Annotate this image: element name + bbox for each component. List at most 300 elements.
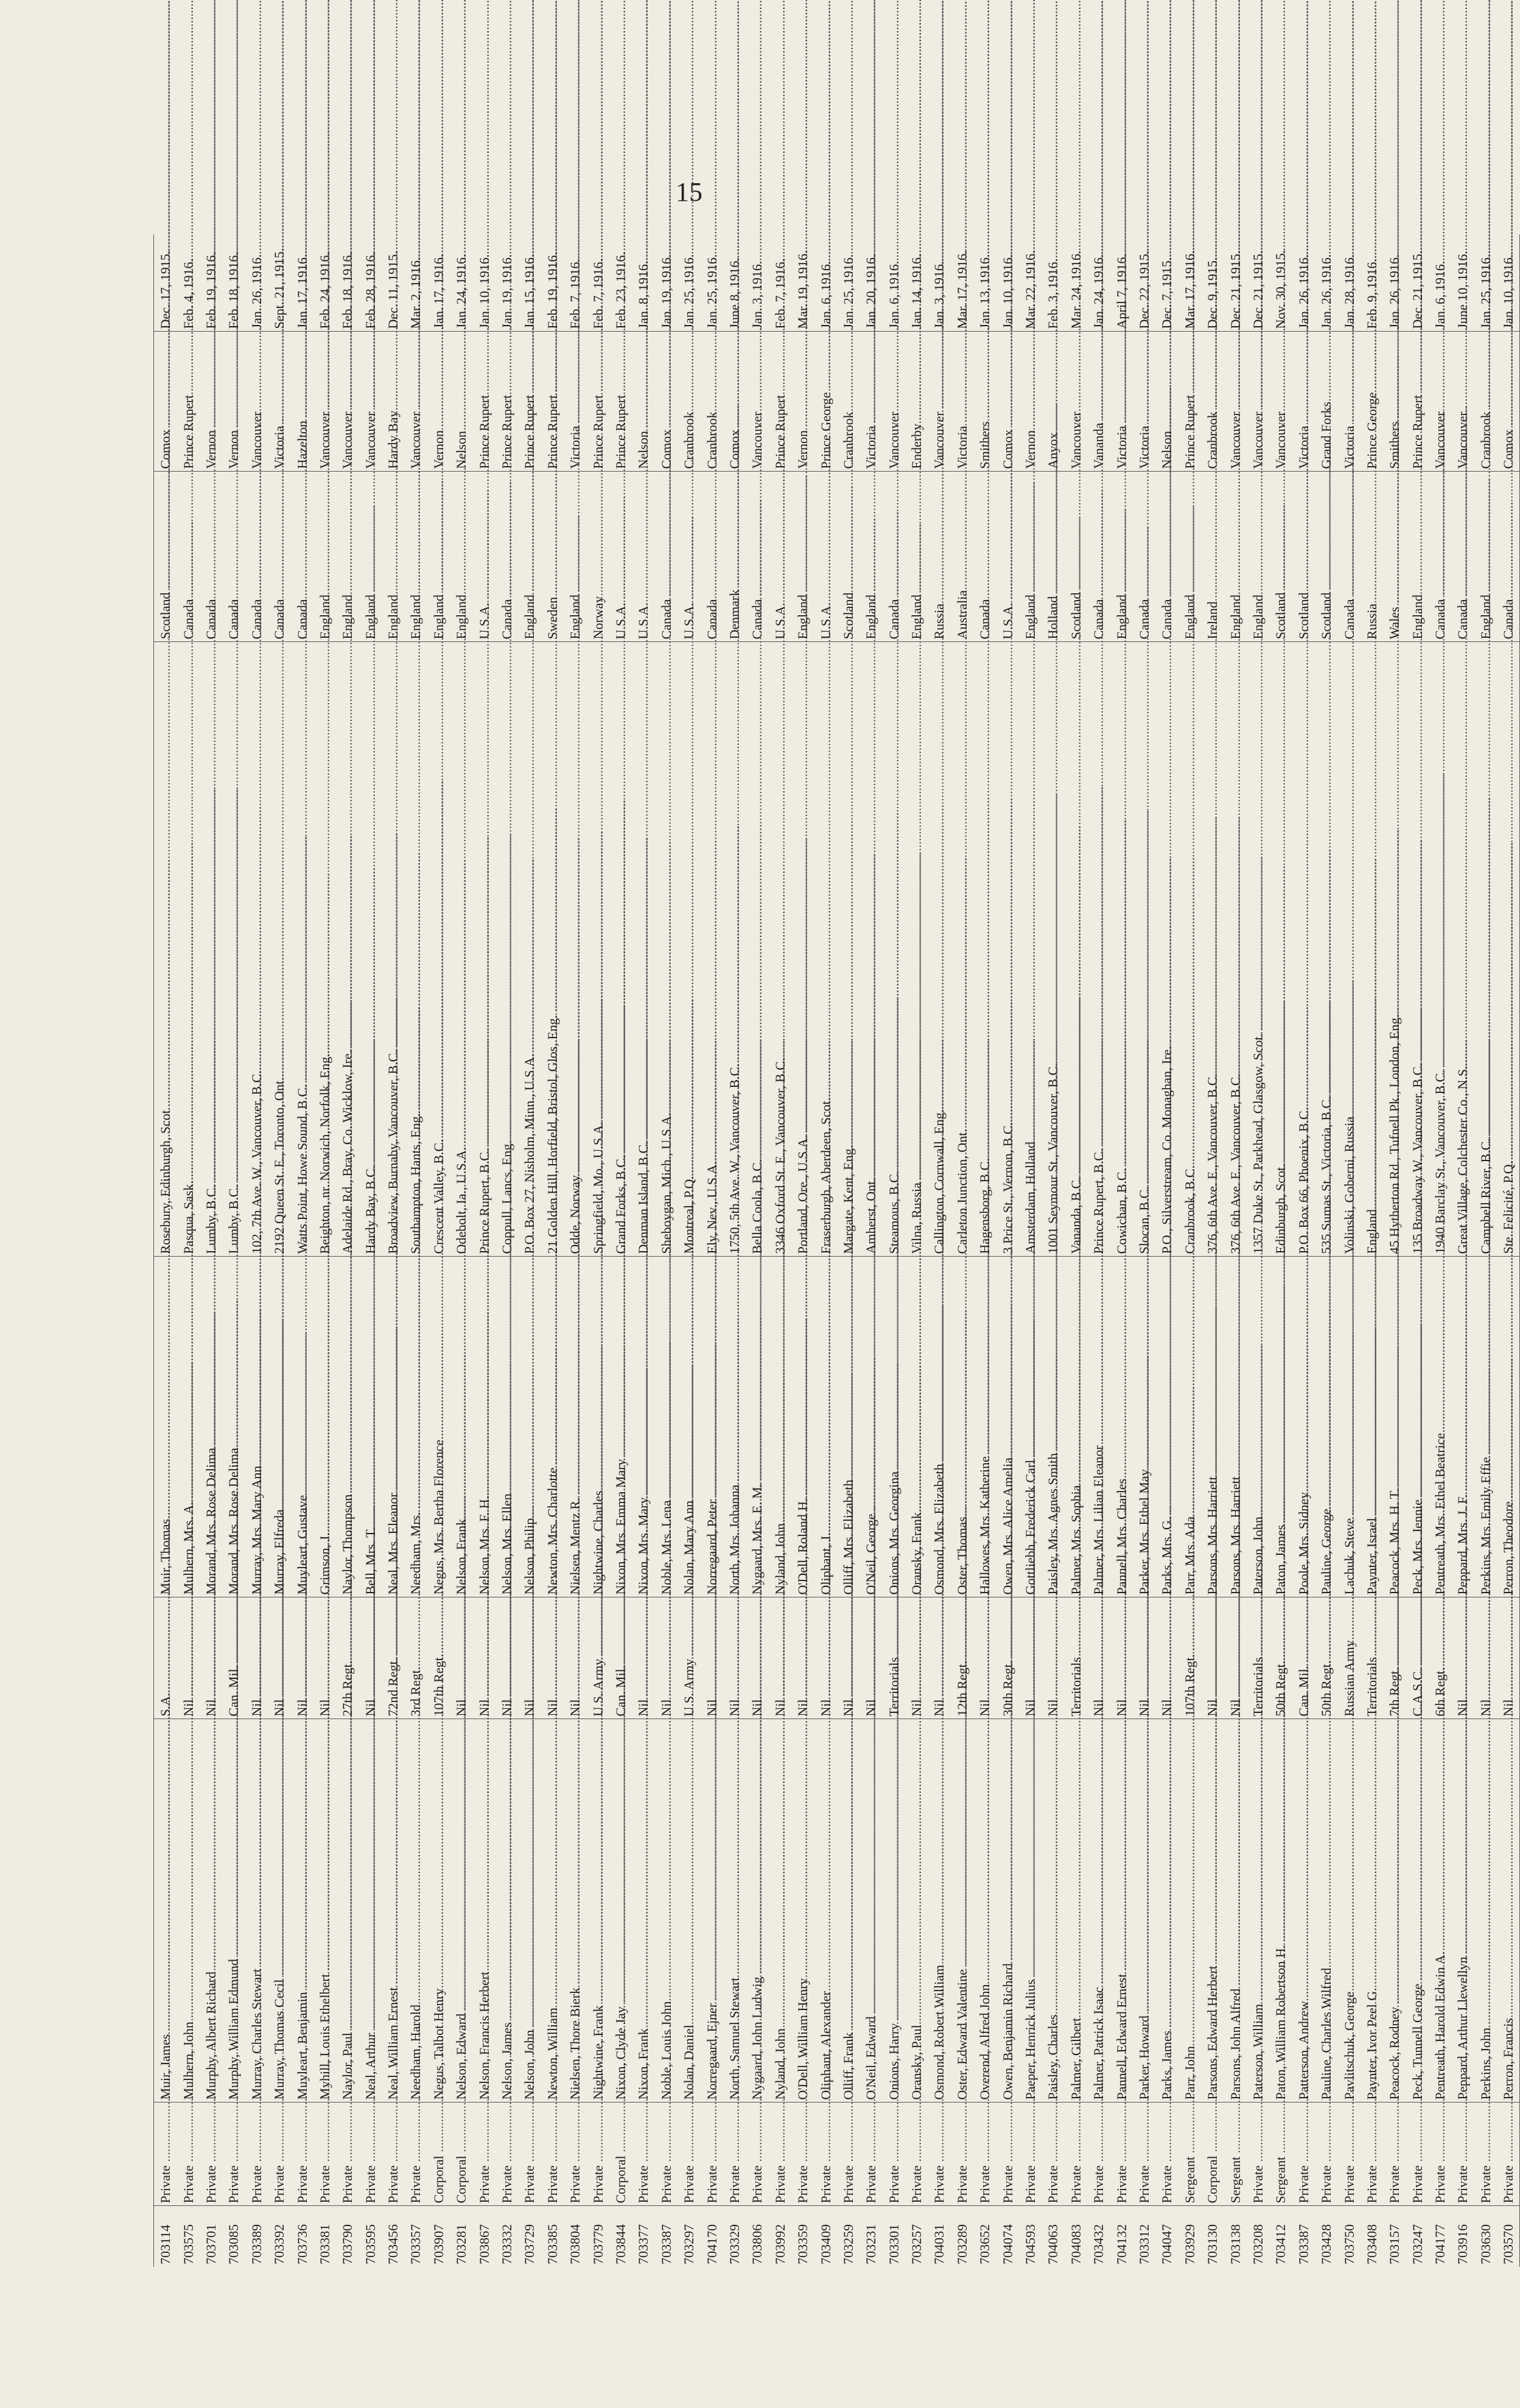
next-of-kin-cell: Mulhern, Mrs. A. .....: [177, 1257, 199, 1597]
rank-cell: Private .....: [632, 2103, 654, 2206]
enlistment-date-cell: Mar. 2, 1916.: [404, 234, 427, 332]
table-row: [632, 234, 654, 2267]
birthplace-cell: England .....: [1110, 472, 1132, 642]
birthplace-cell: England .....: [313, 472, 336, 642]
table-row: [951, 234, 973, 2267]
table-row: [928, 234, 950, 2267]
soldier-name-cell: Nielsen, Thore Bierk .....: [564, 1719, 586, 2103]
soldier-name-cell: Patterson, Andrew .....: [1292, 1719, 1315, 2103]
former-corps-cell: 7th Regt. .....: [1383, 1597, 1406, 1719]
regimental-number-cell: 704170: [704, 2224, 720, 2264]
address-cell: 376, 6th Ave. E., Vancouver, B.C. .....: [1224, 642, 1246, 1257]
enlistment-place-cell: Victoria .....: [1292, 332, 1315, 472]
address-cell: Cranbrook, B.C. .....: [1179, 642, 1201, 1257]
soldier-name-cell: Pentreath, Harold Edwin A. .....: [1429, 1719, 1451, 2103]
former-corps-cell: Nil .....: [1042, 1597, 1064, 1719]
enlistment-place-cell: Vancouver .....: [313, 332, 336, 472]
birthplace-cell: Scotland .....: [1315, 472, 1337, 642]
former-corps-cell: Nil .....: [200, 1597, 222, 1719]
regimental-number-cell: 703729: [522, 2224, 538, 2264]
enlistment-place-cell: Comox .....: [723, 332, 746, 472]
enlistment-place-cell: Vernon .....: [791, 332, 814, 472]
rank-cell: Private .....: [1383, 2103, 1406, 2206]
table-row: [541, 234, 564, 2267]
enlistment-date-cell: Dec. 22, 1915.: [1133, 234, 1155, 332]
regimental-number-cell: 703736: [294, 2224, 310, 2264]
enlistment-date-cell: April 7, 1916.: [1110, 234, 1132, 332]
regimental-number-cell: 703138: [1227, 2224, 1243, 2264]
former-corps-cell: Nil .....: [723, 1597, 746, 1719]
soldier-name-cell: Neal, Arthur .....: [359, 1719, 382, 2103]
enlistment-date-cell: Jan. 6, 1916.: [1429, 234, 1451, 332]
table-row: [1269, 234, 1292, 2267]
former-corps-cell: 3rd Regt. .....: [404, 1597, 427, 1719]
rank-cell: Private .....: [723, 2103, 746, 2206]
address-cell: 535 Sumas St., Victoria, B.C. .....: [1315, 642, 1337, 1257]
enlistment-place-cell: Victoria .....: [951, 332, 973, 472]
birthplace-cell: Scotland .....: [1292, 472, 1315, 642]
table-row: [1087, 234, 1110, 2267]
next-of-kin-cell: Paisley, Mrs. Agnes Smith .....: [1042, 1257, 1064, 1597]
former-corps-cell: Nil .....: [1019, 1597, 1042, 1719]
enlistment-place-cell: Nelson .....: [632, 332, 654, 472]
enlistment-date-cell: Dec. 9, 1915.: [1201, 234, 1224, 332]
rank-cell: Private .....: [1042, 2103, 1064, 2206]
regimental-number-cell: 703385: [544, 2224, 560, 2264]
soldier-name-cell: Nixon, Clyde Jay .....: [609, 1719, 632, 2103]
table-row: [290, 234, 313, 2267]
address-cell: Montreal, P.Q. .....: [678, 642, 700, 1257]
former-corps-cell: 107th Regt. .....: [1179, 1597, 1201, 1719]
regimental-number-cell: 703130: [1205, 2224, 1221, 2264]
regimental-number-cell: 703432: [1091, 2224, 1107, 2264]
soldier-name-cell: Pannell, Edward Ernest .....: [1110, 1719, 1132, 2103]
address-cell: Campbell River, B.C. .....: [1474, 642, 1497, 1257]
birthplace-cell: England .....: [404, 472, 427, 642]
address-cell: Volinski, Goberni, Russia .....: [1337, 642, 1360, 1257]
birthplace-cell: U.S.A. .....: [678, 472, 700, 642]
rank-cell: Private .....: [222, 2103, 245, 2206]
former-corps-cell: 50th Regt. .....: [1269, 1597, 1292, 1719]
former-corps-cell: Territorials .....: [883, 1597, 905, 1719]
former-corps-cell: Nil .....: [905, 1597, 928, 1719]
rank-cell: Private .....: [404, 2103, 427, 2206]
regimental-number-cell: 703595: [362, 2224, 378, 2264]
former-corps-cell: 12th Regt. .....: [951, 1597, 973, 1719]
soldier-name-cell: Owen, Benjamin Richard .....: [996, 1719, 1018, 2103]
enlistment-date-cell: Jan. 10, 1916.: [996, 234, 1018, 332]
next-of-kin-cell: Pentreath, Mrs. Ethel Beatrice .....: [1429, 1257, 1451, 1597]
soldier-name-cell: Oster, Edward Valentine .....: [951, 1719, 973, 2103]
enlistment-place-cell: Nelson .....: [1155, 332, 1178, 472]
soldier-name-cell: Paton, William Robertson H. .....: [1269, 1719, 1292, 2103]
next-of-kin-cell: Muyleart, Gustave .....: [290, 1257, 313, 1597]
enlistment-date-cell: Feb. 24, 1916.: [313, 234, 336, 332]
regimental-number-cell: 703844: [613, 2224, 628, 2264]
table-row: [427, 234, 450, 2267]
birthplace-cell: Canada .....: [1155, 472, 1178, 642]
table-row: [1155, 234, 1178, 2267]
birthplace-cell: U.S.A. .....: [609, 472, 632, 642]
rank-cell: Corporal .....: [427, 2103, 450, 2206]
next-of-kin-cell: Nixon, Mrs. Emma Mary .....: [609, 1257, 632, 1597]
enlistment-date-cell: Jan. 20, 1916.: [860, 234, 882, 332]
soldier-name-cell: Overend, Alfred John .....: [973, 1719, 996, 2103]
soldier-name-cell: Noble, Louis John .....: [655, 1719, 678, 2103]
birthplace-cell: Canada .....: [883, 472, 905, 642]
soldier-name-cell: Mulhern, John .....: [177, 1719, 199, 2103]
address-cell: Sheboygan, Mich., U.S.A. .....: [655, 642, 678, 1257]
soldier-name-cell: Paynter, Ivor Peel G. .....: [1361, 1719, 1383, 2103]
next-of-kin-cell: Murray, Elfreda .....: [268, 1257, 290, 1597]
address-cell: Bella Coola, B.C. .....: [746, 642, 768, 1257]
address-cell: Margate, Kent, Eng. .....: [837, 642, 860, 1257]
enlistment-place-cell: Smithers .....: [973, 332, 996, 472]
address-cell: 3346 Oxford St. E., Vancouver, B.C. .....: [769, 642, 791, 1257]
former-corps-cell: Can. Mil. .....: [1292, 1597, 1315, 1719]
table-row: [791, 234, 814, 2267]
table-row: [1406, 234, 1428, 2267]
enlistment-date-cell: Jan. 24, 1916.: [450, 234, 472, 332]
enlistment-place-cell: Vancouver .....: [1224, 332, 1246, 472]
address-cell: Ely, Nev., U.S.A. .....: [700, 642, 723, 1257]
birthplace-cell: Canada .....: [268, 472, 290, 642]
address-cell: Pasqua, Sask. .....: [177, 642, 199, 1257]
rank-cell: Private .....: [883, 2103, 905, 2206]
regimental-number-cell: 704177: [1432, 2224, 1448, 2264]
soldier-name-cell: Osmond, Robert William .....: [928, 1719, 950, 2103]
regimental-number-cell: 703630: [1477, 2224, 1493, 2264]
address-cell: Lumby, B.C. .....: [200, 642, 222, 1257]
soldier-name-cell: Nyland, John .....: [769, 1719, 791, 2103]
enlistment-place-cell: Vancouver .....: [404, 332, 427, 472]
table-row: [382, 234, 404, 2267]
former-corps-cell: U.S. Army .....: [586, 1597, 609, 1719]
birthplace-cell: Canada .....: [222, 472, 245, 642]
enlistment-place-cell: Prince Rupert .....: [496, 332, 518, 472]
enlistment-date-cell: Dec. 17, 1915.: [154, 234, 177, 332]
birthplace-cell: England .....: [1474, 472, 1497, 642]
next-of-kin-cell: Paynter, Israel .....: [1361, 1257, 1383, 1597]
rank-cell: Private .....: [1497, 2103, 1520, 2206]
address-cell: Edinburgh, Scot. .....: [1269, 642, 1292, 1257]
next-of-kin-cell: Nyland, John .....: [769, 1257, 791, 1597]
rank-cell: Private .....: [814, 2103, 836, 2206]
table-row: [1133, 234, 1155, 2267]
former-corps-cell: Nil .....: [313, 1597, 336, 1719]
former-corps-cell: Nil .....: [1155, 1597, 1178, 1719]
soldier-name-cell: Murphy, William Edmund .....: [222, 1719, 245, 2103]
enlistment-place-cell: Vananda .....: [1087, 332, 1110, 472]
enlistment-date-cell: Feb. 28, 1916.: [359, 234, 382, 332]
rank-cell: Private .....: [245, 2103, 268, 2206]
former-corps-cell: Territorials .....: [1361, 1597, 1383, 1719]
enlistment-date-cell: Feb. 23, 1916.: [609, 234, 632, 332]
former-corps-cell: Nil .....: [1451, 1597, 1474, 1719]
enlistment-date-cell: Jan. 19, 1916.: [496, 234, 518, 332]
table-row: [1361, 234, 1383, 2267]
rank-cell: Private .....: [1110, 2103, 1132, 2206]
regimental-number-cell: 703806: [749, 2224, 765, 2264]
former-corps-cell: Nil .....: [769, 1597, 791, 1719]
soldier-name-cell: Peck, Tunnell George .....: [1406, 1719, 1428, 2103]
enlistment-date-cell: Feb. 3, 1916.: [1042, 234, 1064, 332]
birthplace-cell: Australia .....: [951, 472, 973, 642]
table-row: [814, 234, 836, 2267]
enlistment-place-cell: Vancouver .....: [1247, 332, 1269, 472]
next-of-kin-cell: Nelson, Frank .....: [450, 1257, 472, 1597]
regimental-number-cell: 703359: [795, 2224, 811, 2264]
former-corps-cell: Territorials .....: [1065, 1597, 1087, 1719]
regimental-number-cell: 703750: [1341, 2224, 1357, 2264]
regimental-number-cell: 703332: [499, 2224, 515, 2264]
soldier-name-cell: Nygaard, John Ludwig .....: [746, 1719, 768, 2103]
regimental-number-cell: 703804: [567, 2224, 583, 2264]
regimental-number-cell: 703992: [772, 2224, 788, 2264]
enlistment-date-cell: Feb. 18, 1916.: [222, 234, 245, 332]
regimental-number-cell: 703377: [636, 2224, 651, 2264]
enlistment-place-cell: Hazelton .....: [290, 332, 313, 472]
birthplace-cell: Canada .....: [290, 472, 313, 642]
enlistment-place-cell: Victoria .....: [1110, 332, 1132, 472]
soldier-name-cell: Parks, James .....: [1155, 1719, 1178, 2103]
enlistment-place-cell: Grand Forks .....: [1315, 332, 1337, 472]
regimental-number-cell: 703867: [476, 2224, 492, 2264]
rank-cell: Private .....: [928, 2103, 950, 2206]
next-of-kin-cell: Paterson, John .....: [1247, 1257, 1269, 1597]
enlistment-date-cell: Jan. 25, 1916.: [700, 234, 723, 332]
soldier-name-cell: Pauline, Charles Wilfred .....: [1315, 1719, 1337, 2103]
rank-cell: Corporal .....: [609, 2103, 632, 2206]
rank-cell: Private .....: [586, 2103, 609, 2206]
table-row: [200, 234, 222, 2267]
table-row: [1042, 234, 1064, 2267]
rank-cell: Private .....: [996, 2103, 1018, 2206]
next-of-kin-cell: Poole, Mrs. Sidney .....: [1292, 1257, 1315, 1597]
birthplace-cell: Canada .....: [1133, 472, 1155, 642]
address-cell: Prince Rupert, B.C. .....: [1087, 642, 1110, 1257]
birthplace-cell: Canada .....: [496, 472, 518, 642]
table-row: [177, 234, 199, 2267]
soldier-name-cell: Parsons, Edward Herbert .....: [1201, 1719, 1224, 2103]
nominal-roll-table: [153, 234, 1520, 2267]
soldier-name-cell: North, Samuel Stewart .....: [723, 1719, 746, 2103]
address-cell: Prince Rupert, B.C. .....: [472, 642, 495, 1257]
birthplace-cell: Canada .....: [1497, 472, 1520, 642]
enlistment-place-cell: Comox .....: [996, 332, 1018, 472]
rank-cell: Private .....: [564, 2103, 586, 2206]
table-row: [678, 234, 700, 2267]
page-number: 15: [676, 177, 702, 207]
birthplace-cell: England .....: [336, 472, 359, 642]
birthplace-cell: U.S.A. .....: [769, 472, 791, 642]
birthplace-cell: U.S.A. .....: [814, 472, 836, 642]
regimental-number-cell: 703929: [1182, 2224, 1197, 2264]
enlistment-date-cell: Jan. 25, 1916.: [837, 234, 860, 332]
soldier-name-cell: Nelson, Francis Herbert .....: [472, 1719, 495, 2103]
next-of-kin-cell: Morand, Mrs. Rose Delima .....: [222, 1257, 245, 1597]
next-of-kin-cell: Perkins, Mrs. Emily Effie .....: [1474, 1257, 1497, 1597]
former-corps-cell: Can. Mil. .....: [609, 1597, 632, 1719]
enlistment-place-cell: Cranbrook .....: [1474, 332, 1497, 472]
table-row: [336, 234, 359, 2267]
next-of-kin-cell: Parsons, Mrs. Harriett .....: [1201, 1257, 1224, 1597]
former-corps-cell: Nil .....: [837, 1597, 860, 1719]
regimental-number-cell: 703428: [1319, 2224, 1334, 2264]
birthplace-cell: Canada .....: [700, 472, 723, 642]
rank-cell: Private .....: [1065, 2103, 1087, 2206]
birthplace-cell: Canada .....: [973, 472, 996, 642]
enlistment-place-cell: Vancouver .....: [359, 332, 382, 472]
enlistment-place-cell: Cranbrook .....: [700, 332, 723, 472]
former-corps-cell: Nil .....: [268, 1597, 290, 1719]
rank-cell: Private .....: [655, 2103, 678, 2206]
table-row: [1110, 234, 1132, 2267]
regimental-number-cell: 704047: [1159, 2224, 1175, 2264]
regimental-number-cell: 703392: [271, 2224, 287, 2264]
enlistment-date-cell: Feb. 19, 1916.: [541, 234, 564, 332]
regimental-number-cell: 703701: [203, 2224, 219, 2264]
former-corps-cell: Can. Mil. .....: [222, 1597, 245, 1719]
regimental-number-cell: 703208: [1250, 2224, 1266, 2264]
regimental-number-cell: 703575: [180, 2224, 196, 2264]
regimental-number-cell: 703231: [863, 2224, 879, 2264]
enlistment-date-cell: Jan. 15, 1916.: [518, 234, 541, 332]
soldier-name-cell: Murray, Charles Stewart .....: [245, 1719, 268, 2103]
soldier-name-cell: Peppard, Arthur Llewellyn .....: [1451, 1719, 1474, 2103]
birthplace-cell: Holland .....: [1042, 472, 1064, 642]
address-cell: Broadview, Burnaby, Vancouver, B.C. .....: [382, 642, 404, 1257]
former-corps-cell: Nil .....: [472, 1597, 495, 1719]
next-of-kin-cell: Palmer, Mrs. Lilian Eleanor .....: [1087, 1257, 1110, 1597]
regimental-number-cell: 703790: [340, 2224, 355, 2264]
rank-cell: Private .....: [791, 2103, 814, 2206]
table-row: [973, 234, 996, 2267]
regimental-number-cell: 703085: [226, 2224, 242, 2264]
former-corps-cell: Russian Army .....: [1337, 1597, 1360, 1719]
soldier-name-cell: Peacock, Rodney .....: [1383, 1719, 1406, 2103]
table-row: [359, 234, 382, 2267]
table-row: [1497, 234, 1520, 2267]
address-cell: Odebolt, Ia., U.S.A. .....: [450, 642, 472, 1257]
former-corps-cell: Nil .....: [359, 1597, 382, 1719]
regimental-number-cell: 703329: [726, 2224, 742, 2264]
next-of-kin-cell: Palmer, Mrs. Sophia .....: [1065, 1257, 1087, 1597]
enlistment-date-cell: Mar. 19, 1916.: [791, 234, 814, 332]
enlistment-date-cell: Jan. 10, 1916.: [1497, 234, 1520, 332]
table-row: [1247, 234, 1269, 2267]
regimental-number-cell: 703389: [248, 2224, 264, 2264]
rank-cell: Private .....: [746, 2103, 768, 2206]
address-cell: Cowichan, B.C. .....: [1110, 642, 1132, 1257]
enlistment-place-cell: Victoria .....: [1133, 332, 1155, 472]
regimental-number-cell: 704083: [1068, 2224, 1084, 2264]
birthplace-cell: Canada .....: [655, 472, 678, 642]
table-row: [586, 234, 609, 2267]
table-body: [154, 234, 1520, 2267]
rank-cell: Corporal .....: [1201, 2103, 1224, 2206]
next-of-kin-cell: Pauline, George .....: [1315, 1257, 1337, 1597]
next-of-kin-cell: Nielsen, Mentz R. .....: [564, 1257, 586, 1597]
enlistment-date-cell: Dec. 7, 1915.: [1155, 234, 1178, 332]
address-cell: Carleton Junction, Ont. .....: [951, 642, 973, 1257]
former-corps-cell: Nil .....: [655, 1597, 678, 1719]
address-cell: 1001 Seymour St., Vancouver, B.C. .....: [1042, 642, 1064, 1257]
enlistment-place-cell: Vernon .....: [200, 332, 222, 472]
rank-cell: Private .....: [1451, 2103, 1474, 2206]
enlistment-date-cell: Sept. 21, 1915.: [268, 234, 290, 332]
address-cell: Fraserburgh, Aberdeen, Scot. .....: [814, 642, 836, 1257]
next-of-kin-cell: Gottliebh, Frederick Carl .....: [1019, 1257, 1042, 1597]
address-cell: 21 Golden Hill, Horfield, Bristol, Glos, Eng. .....: [541, 642, 564, 1257]
table-row: [404, 234, 427, 2267]
enlistment-date-cell: Mar. 17, 1916.: [951, 234, 973, 332]
table-row: [1383, 234, 1406, 2267]
rank-cell: Private .....: [336, 2103, 359, 2206]
table-row: [1292, 234, 1315, 2267]
rank-cell: Private .....: [177, 2103, 199, 2206]
enlistment-place-cell: Enderby .....: [905, 332, 928, 472]
enlistment-date-cell: Jan. 14, 1916.: [905, 234, 928, 332]
rank-cell: Private .....: [1315, 2103, 1337, 2206]
enlistment-place-cell: Prince George .....: [1361, 332, 1383, 472]
address-cell: Coppull, Lancs, Eng. .....: [496, 642, 518, 1257]
soldier-name-cell: Nightwine, Frank .....: [586, 1719, 609, 2103]
birthplace-cell: England .....: [860, 472, 882, 642]
next-of-kin-cell: Perron, Theodore .....: [1497, 1257, 1520, 1597]
former-corps-cell: Nil .....: [541, 1597, 564, 1719]
address-cell: Ste. Felicité, P.Q. .....: [1497, 642, 1520, 1257]
soldier-name-cell: Parr, John .....: [1179, 1719, 1201, 2103]
address-cell: Adelaide Rd., Bray, Co. Wicklow, Ire. .....: [336, 642, 359, 1257]
rank-cell: Private .....: [518, 2103, 541, 2206]
address-cell: Slocan, B.C. .....: [1133, 642, 1155, 1257]
rank-cell: Private .....: [290, 2103, 313, 2206]
birthplace-cell: England .....: [905, 472, 928, 642]
address-cell: Great Village, Colchester Co., N.S. .....: [1451, 642, 1474, 1257]
soldier-name-cell: Nolan, Daniel .....: [678, 1719, 700, 2103]
soldier-name-cell: Perkins, John .....: [1474, 1719, 1497, 2103]
rank-cell: Private .....: [905, 2103, 928, 2206]
former-corps-cell: Nil .....: [746, 1597, 768, 1719]
birthplace-cell: England .....: [1247, 472, 1269, 642]
regimental-number-cell: 703281: [454, 2224, 469, 2264]
soldier-name-cell: Paeper, Henrick Julius .....: [1019, 1719, 1042, 2103]
address-cell: Callington, Cornwall, Eng. .....: [928, 642, 950, 1257]
address-cell: England .....: [1361, 642, 1383, 1257]
regimental-number-cell: 704132: [1113, 2224, 1129, 2264]
table-row: [905, 234, 928, 2267]
table-row: [1065, 234, 1087, 2267]
rank-cell: Private .....: [1247, 2103, 1269, 2206]
enlistment-date-cell: Jan. 26, 1916.: [245, 234, 268, 332]
former-corps-cell: Nil .....: [518, 1597, 541, 1719]
former-corps-cell: 50th Regt. .....: [1315, 1597, 1337, 1719]
former-corps-cell: Nil .....: [700, 1597, 723, 1719]
next-of-kin-cell: Hallowes, Mrs. Katherine .....: [973, 1257, 996, 1597]
next-of-kin-cell: Naylor, Thompson .....: [336, 1257, 359, 1597]
enlistment-date-cell: Jan. 3, 1916.: [746, 234, 768, 332]
soldier-name-cell: Paisley, Charles .....: [1042, 1719, 1064, 2103]
address-cell: 135 Broadway W., Vancouver, B.C. .....: [1406, 642, 1428, 1257]
address-cell: Grand Forks, B.C. .....: [609, 642, 632, 1257]
enlistment-place-cell: Prince Rupert .....: [609, 332, 632, 472]
birthplace-cell: Sweden .....: [541, 472, 564, 642]
rank-cell: Private .....: [472, 2103, 495, 2206]
rank-cell: Private .....: [1406, 2103, 1428, 2206]
former-corps-cell: Nil .....: [450, 1597, 472, 1719]
enlistment-date-cell: Jan. 10, 1916.: [472, 234, 495, 332]
